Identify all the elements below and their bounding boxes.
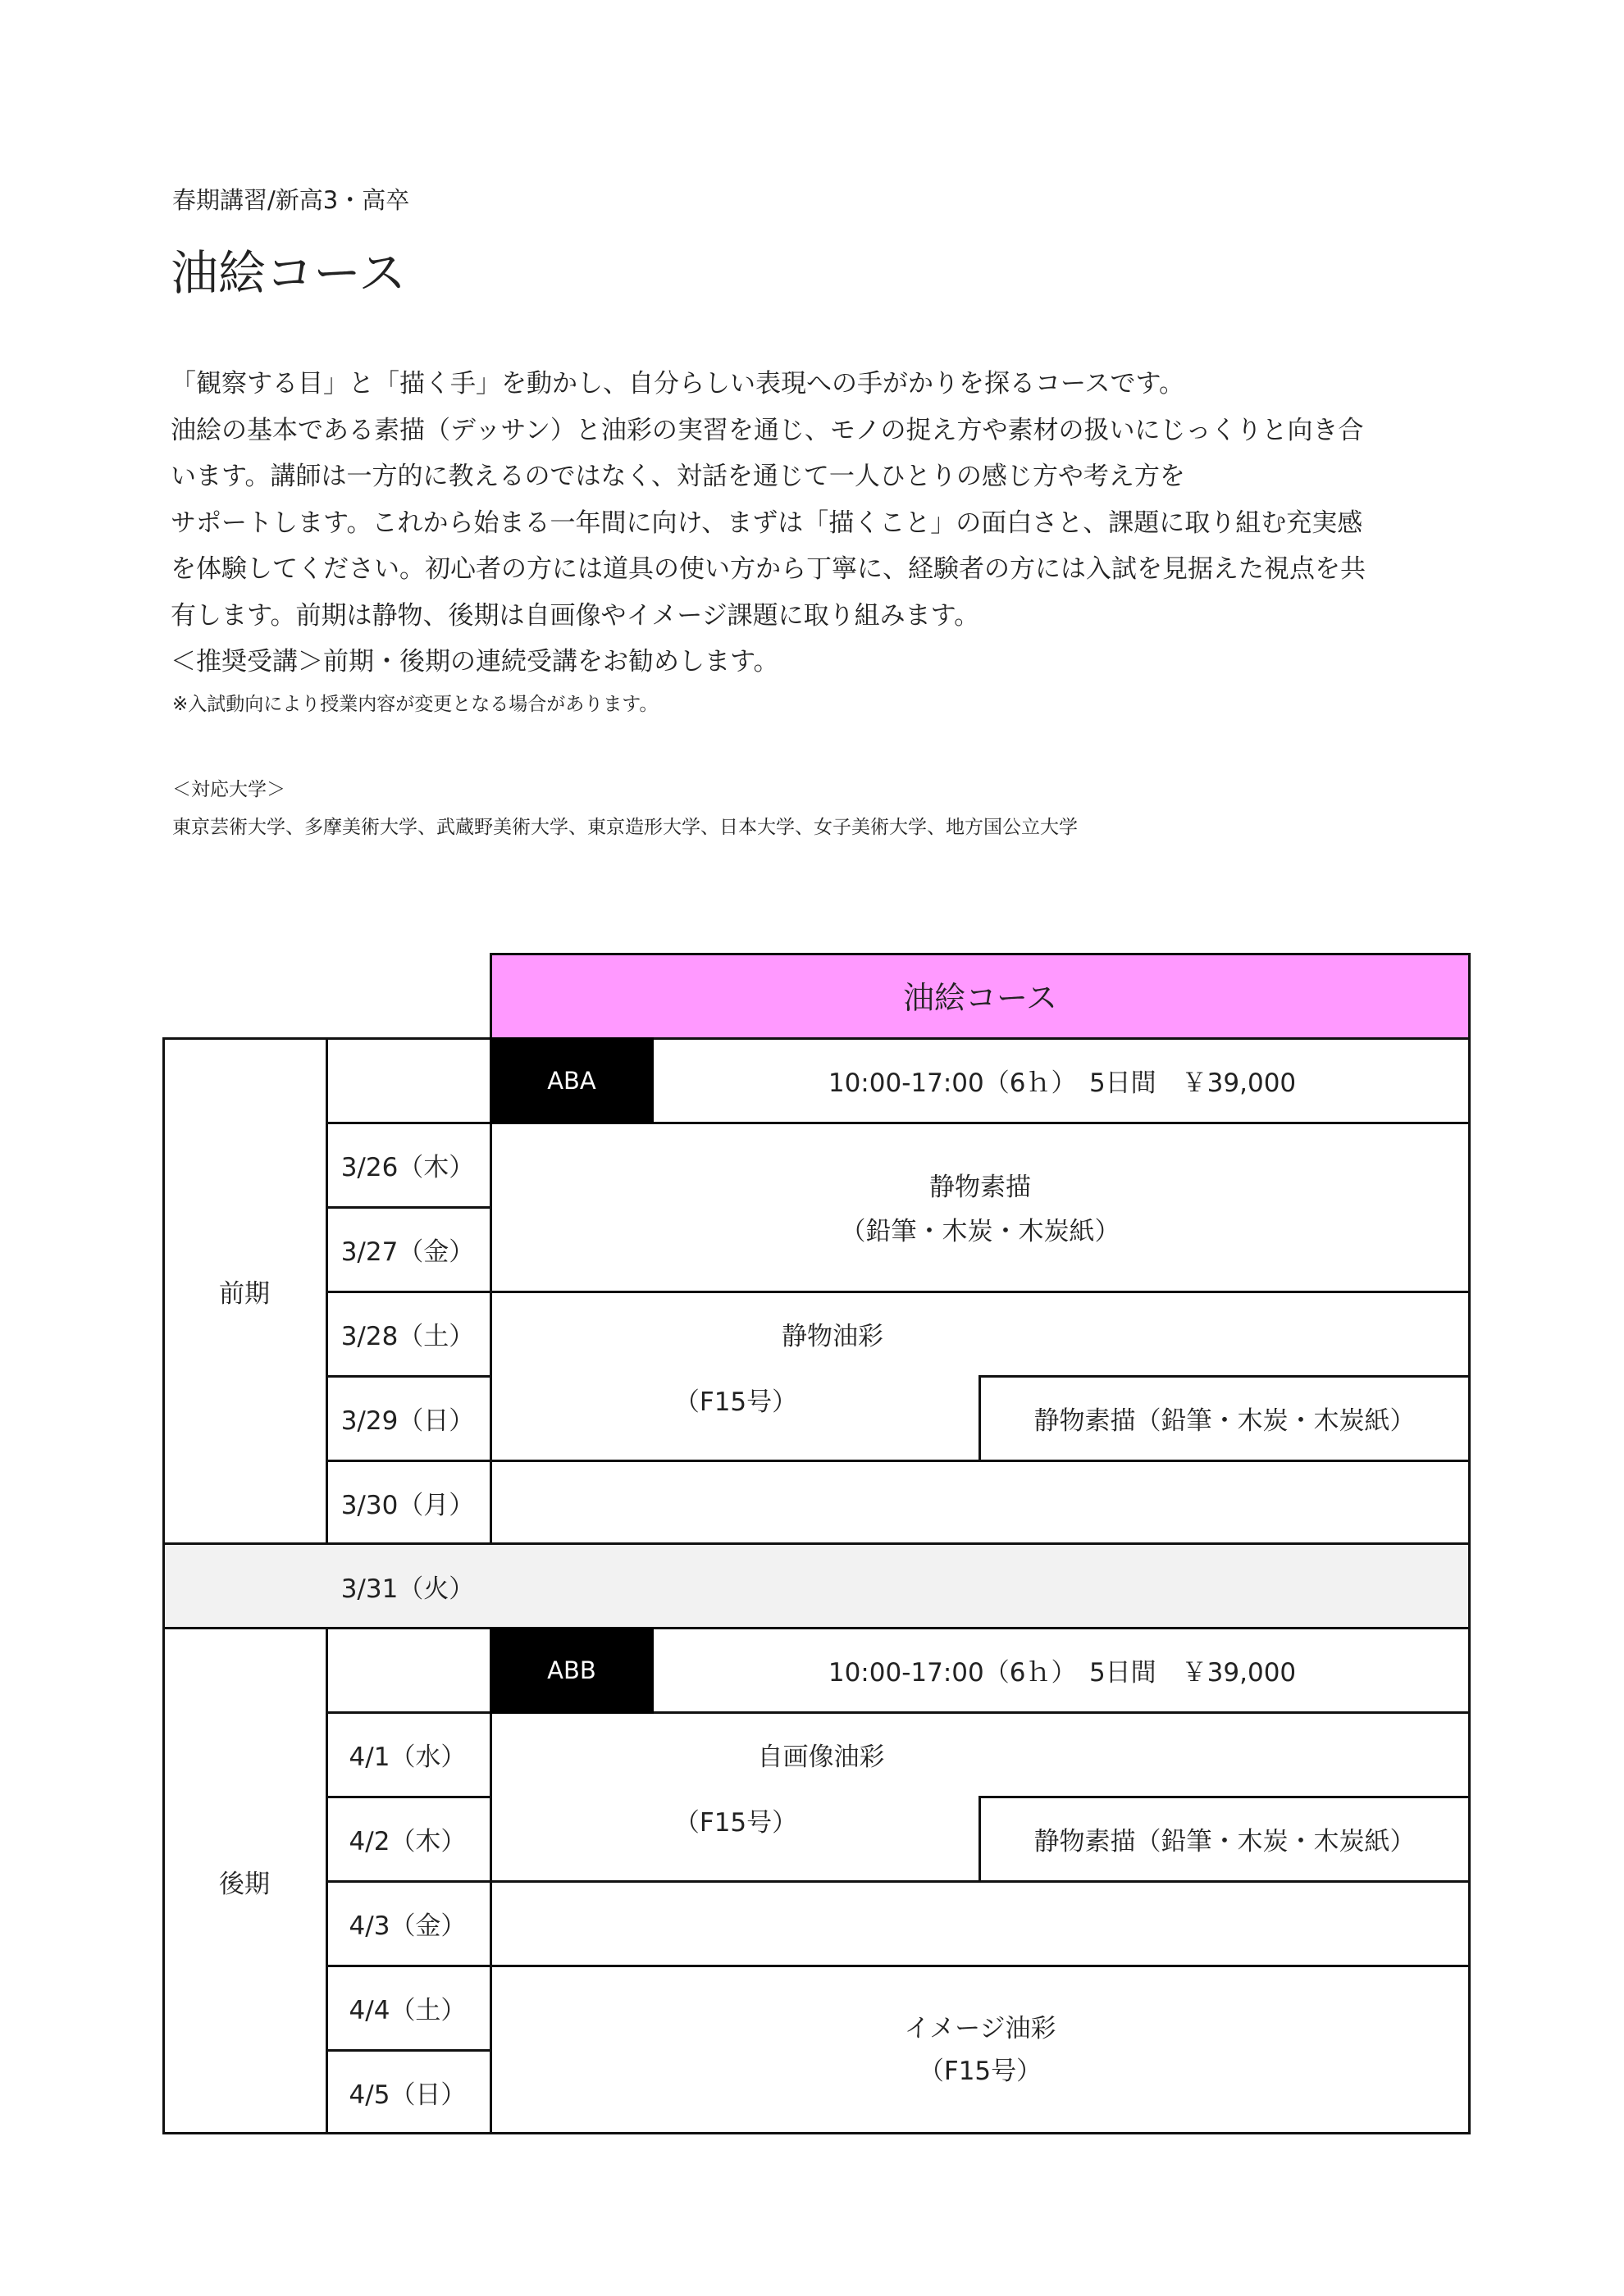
term2-activity-3-size: （F15号）: [918, 2057, 1042, 2086]
recommendation-line: ＜推奨受講＞前期・後期の連続受講をお勧めします。: [171, 647, 779, 676]
date-cell: 4/2（木）: [349, 1827, 467, 1856]
term1-activity-3: 静物素描（鉛筆・木炭・木炭紙）: [1033, 1406, 1416, 1436]
description-line: 油絵の基本である素描（デッサン）と油彩の実習を通じ、モノの捉え方や素材の扱いにじっくりと向き合: [171, 415, 1364, 445]
description-line: 有します。前期は静物、後期は自画像やイメージ課題に取り組みます。: [171, 600, 980, 631]
date-cell: 3/29（日）: [340, 1406, 475, 1436]
date-cell: 4/1（水）: [349, 1742, 467, 1772]
page-title: 油絵コース: [171, 245, 407, 301]
description-line: サポートします。これから始まる一年間に向け、まずは「描くこと」の面白さと、課題に取り組む充実感: [171, 508, 1363, 538]
term1-activity-2-size: （F15号）: [673, 1387, 798, 1417]
term1-info: 10:00-17:00（6ｈ） 5日間 ￥39,000: [828, 1068, 1297, 1098]
term1-activity-1-materials: （鉛筆・木炭・木炭紙）: [840, 1217, 1120, 1246]
date-cell: 4/4（土）: [349, 1996, 467, 2025]
term2-activity-3-title: イメージ油彩: [904, 2014, 1056, 2043]
term1-course-code: ABA: [490, 1037, 654, 1124]
term2-course-code: ABB: [490, 1627, 654, 1714]
universities-list: 東京芸術大学、多摩美術大学、武蔵野美術大学、東京造形大学、日本大学、女子美術大学、地方国公立大学: [172, 817, 1078, 838]
course-subtitle: 春期講習/新高3・高卒: [172, 186, 410, 214]
description-line: います。講師は一方的に教えるのではなく、対話を通じて一人ひとりの感じ方や考え方を: [171, 462, 1185, 491]
content-change-note: ※入試動向により授業内容が変更となる場合があります。: [172, 694, 659, 715]
term2-label: 後期: [219, 1870, 270, 1899]
term1-activity-2-title: 静物油彩: [782, 1322, 883, 1351]
date-cell: 4/5（日）: [349, 2080, 467, 2110]
date-cell: 3/26（木）: [340, 1153, 475, 1182]
date-cell: 3/28（土）: [340, 1322, 475, 1351]
term2-activity-2: 静物素描（鉛筆・木炭・木炭紙）: [1033, 1827, 1416, 1856]
universities-heading: ＜対応大学＞: [172, 779, 285, 800]
term2-activity-1-size: （F15号）: [673, 1808, 798, 1838]
date-cell: 3/30（月）: [340, 1491, 475, 1520]
break-day-date: 3/31（火）: [340, 1574, 475, 1604]
term1-label: 前期: [219, 1279, 270, 1309]
description-line: を体験してください。初心者の方には道具の使い方から丁寧に、経験者の方には入試を見据えた視点を共: [171, 554, 1366, 584]
course-header-label: 油絵コース: [902, 980, 1058, 1016]
term2-activity-1-title: 自画像油彩: [757, 1742, 885, 1772]
term2-info: 10:00-17:00（6ｈ） 5日間 ￥39,000: [828, 1658, 1297, 1688]
date-cell: 3/27（金）: [340, 1237, 475, 1267]
date-cell: 4/3（金）: [349, 1911, 467, 1941]
description-line: 「観察する目」と「描く手」を動かし、自分らしい表現への手がかりを探るコースです。: [171, 369, 1184, 399]
term1-activity-1-title: 静物素描: [929, 1173, 1031, 1202]
